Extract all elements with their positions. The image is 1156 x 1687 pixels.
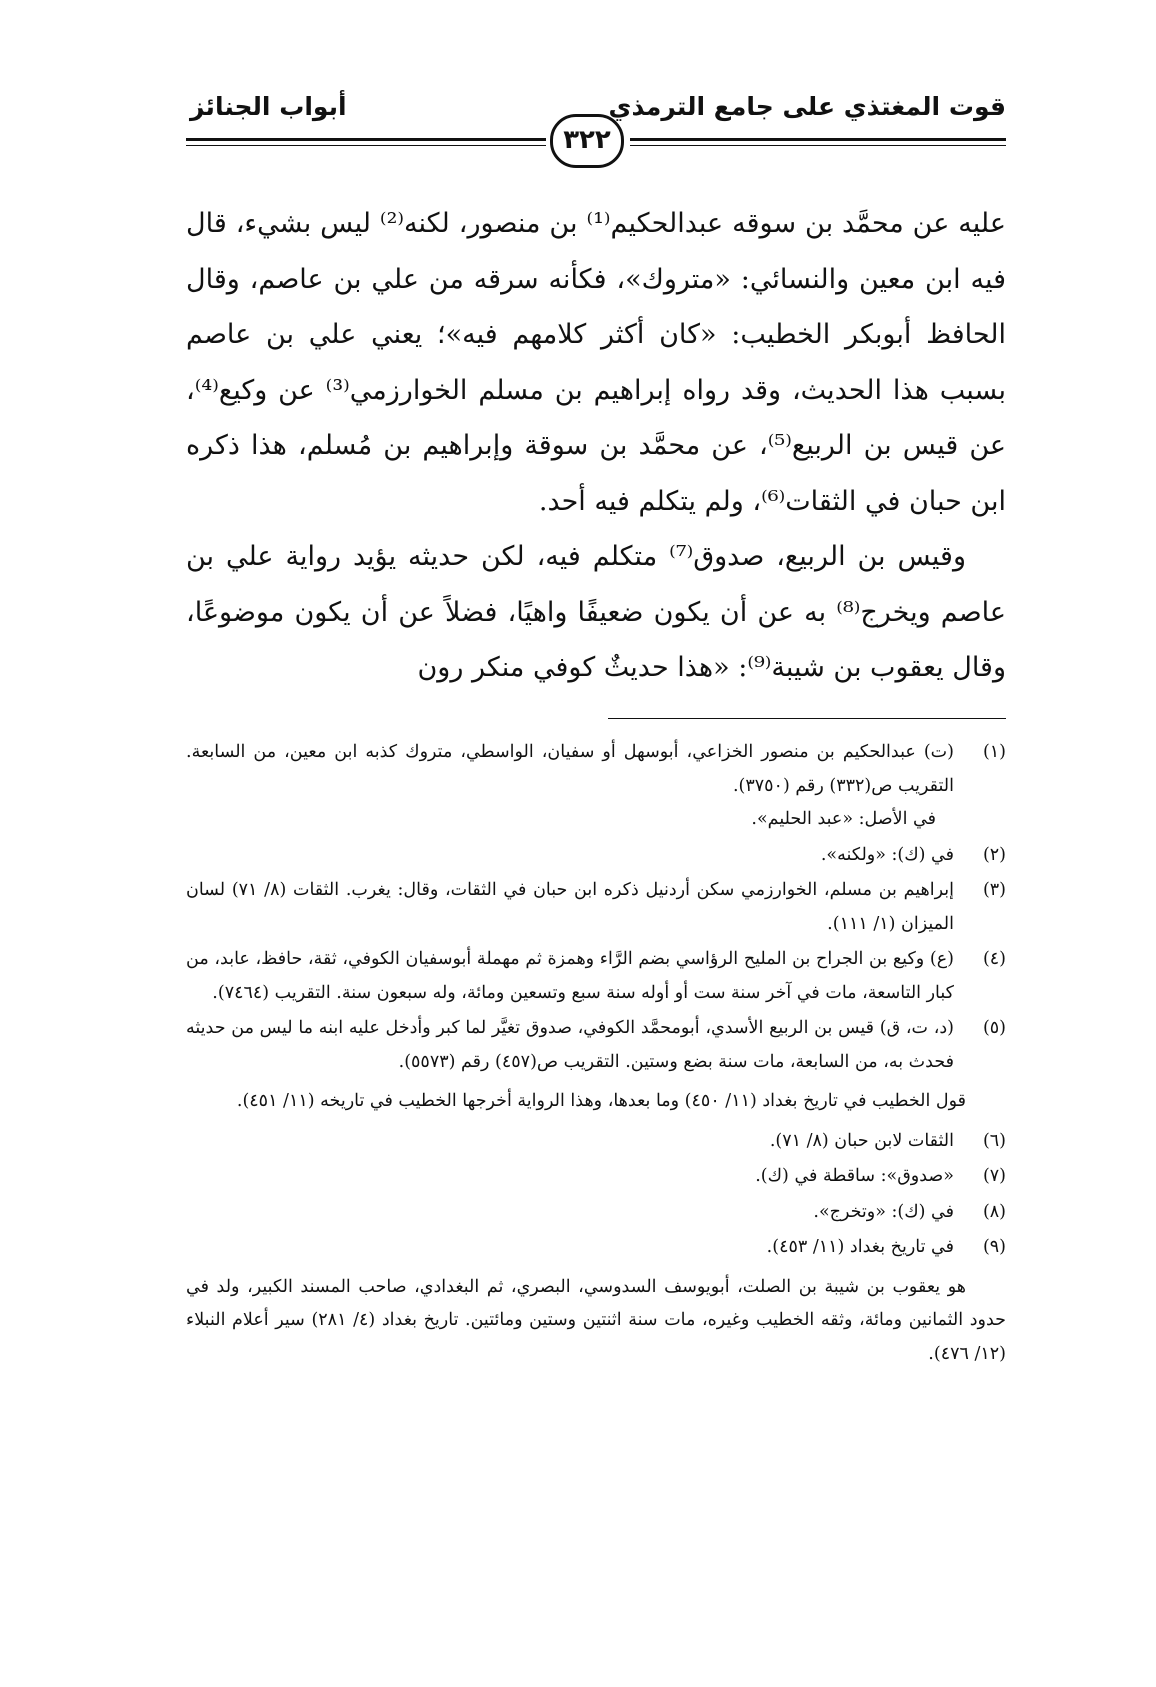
- book-title: قوت المغتذي على جامع الترمذي: [608, 92, 1006, 121]
- footnote-text: إبراهيم بن مسلم، الخوارزمي سكن أردنيل ذكره ابن حبان في الثقات، وقال: يغرب. الثقات (٨/ ٧١) لسان الميزان (١/ ١١١).: [186, 880, 954, 934]
- footnote-text: في تاريخ بغداد (١١/ ٤٥٣).: [766, 1237, 954, 1257]
- footnote-number: (٢): [982, 844, 1006, 865]
- page-number: ٣٢٢: [550, 114, 624, 168]
- footnote-text: في (ك): «ولكنه».: [820, 844, 954, 865]
- footnote-number: (٨): [982, 1201, 1006, 1222]
- header-rule: [186, 138, 546, 141]
- footnote: [186, 839, 1006, 873]
- footnote-text: (د، ت، ق) قيس بن الربيع الأسدي، أبومحمَّد الكوفي، صدوق تغيَّر لما كبر وأدخل عليه ابنه ما ليس من حديثه فحدث به، من السابعة، مات سنة بضع وستين. التقريب ص(٤٥٧) رقم (٥٥٧٣).: [186, 1018, 954, 1072]
- body-paragraph: وقيس بن الربيع، صدوق⁽⁷⁾ متكلم فيه، لكن حديثه يؤيد رواية علي بن عاصم ويخرج⁽⁸⁾ به عن أن يكون ضعيفًا واهيًا، فضلاً عن أن يكون موضوعًا، وقال يعقوب بن شيبة⁽⁹⁾: «هذا حديثٌ كوفي منكر رون: [186, 541, 1006, 683]
- header-rule: [186, 145, 546, 146]
- footnote-text: (ت) عبدالحكيم بن منصور الخزاعي، أبوسهل أو سفيان، الواسطي، متروك كذبه ابن معين، من السابعة. التقريب ص(٣٣٢) رقم (٣٧٥٠).: [186, 742, 954, 796]
- footnote-number: (١): [982, 742, 1006, 762]
- header-rule: [630, 145, 1006, 146]
- footnote: [186, 1231, 1006, 1265]
- footnote-text: (ع) وكيع بن الجراح بن المليح الرؤاسي بضم الرَّاء وهمزة ثم مهملة أبوسفيان الكوفي، ثقة، حافظ، عابد، من كبار التاسعة، مات في آخر سنة ست أو أوله سنة سبع وتسعين ومائة، وله سبعون سنة. التقريب (٧٤٦٤).: [186, 949, 954, 1003]
- footnote-text: الثقات لابن حبان (٨/ ٧١).: [769, 1130, 954, 1151]
- footnote-number: (٩): [982, 1237, 1006, 1257]
- footnote: [186, 1196, 1006, 1230]
- footnote: [186, 874, 1006, 941]
- footnote-text: في (ك): «وتخرج».: [813, 1201, 954, 1222]
- body-paragraph: عليه عن محمَّد بن سوقه عبدالحكيم⁽¹⁾ بن منصور، لكنه⁽²⁾ ليس بشيء، قال فيه ابن معين والنسائي: «متروك»، فكأنه سرقه من علي بن عاصم، وقال الحافظ أبوبكر الخطيب: «كان أكثر كلامهم فيه»؛ يعني علي بن عاصم بسبب هذا الحديث، وقد رواه إبراهيم بن مسلم الخوارزمي⁽³⁾ عن وكيع⁽⁴⁾، عن قيس بن الربيع⁽⁵⁾، عن محمَّد بن سوقة وإبراهيم بن مُسلم، هذا ذكره ابن حبان في الثقات⁽⁶⁾، ولم يتكلم فيه أحد.: [186, 208, 1007, 517]
- footnote: [186, 1125, 1006, 1159]
- footnotes: [186, 736, 1006, 1377]
- footnote-number: (٥): [982, 1018, 1006, 1038]
- footnote-text: «صدوق»: ساقطة في (ك).: [755, 1166, 954, 1186]
- chapter-title: أبواب الجنائز: [190, 92, 347, 121]
- footnote-number: (٣): [982, 880, 1006, 900]
- footnote-number: (٤): [982, 949, 1006, 969]
- footnote-number: (٧): [982, 1166, 1006, 1186]
- footnote-separator: [608, 718, 1006, 719]
- footnote-number: (٦): [982, 1130, 1006, 1151]
- main-text: [186, 196, 1006, 696]
- footnote: [186, 1160, 1006, 1194]
- footnote-comment: قول الخطيب في تاريخ بغداد (١١/ ٤٥٠) وما بعدها، وهذا الرواية أخرجها الخطيب في تاريخه (١١/ ٤٥١).: [236, 1091, 966, 1111]
- header-rule: [630, 138, 1006, 141]
- footnote-subnote: في الأصل: «عبد الحليم».: [751, 809, 936, 829]
- footnote: [186, 736, 1006, 837]
- footnote: [186, 1012, 1006, 1079]
- footnote-comment: هو يعقوب بن شيبة بن الصلت، أبويوسف السدوسي، البصري، ثم البغدادي، صاحب المسند الكبير، ولد في حدود الثمانين ومائة، وثقه الخطيب وغيره، مات سنة اثنتين وستين ومائتين. تاريخ بغداد (٤/ ٢٨١) سير أعلام النبلاء (١٢/ ٤٧٦).: [186, 1276, 1006, 1364]
- footnote: [186, 943, 1006, 1010]
